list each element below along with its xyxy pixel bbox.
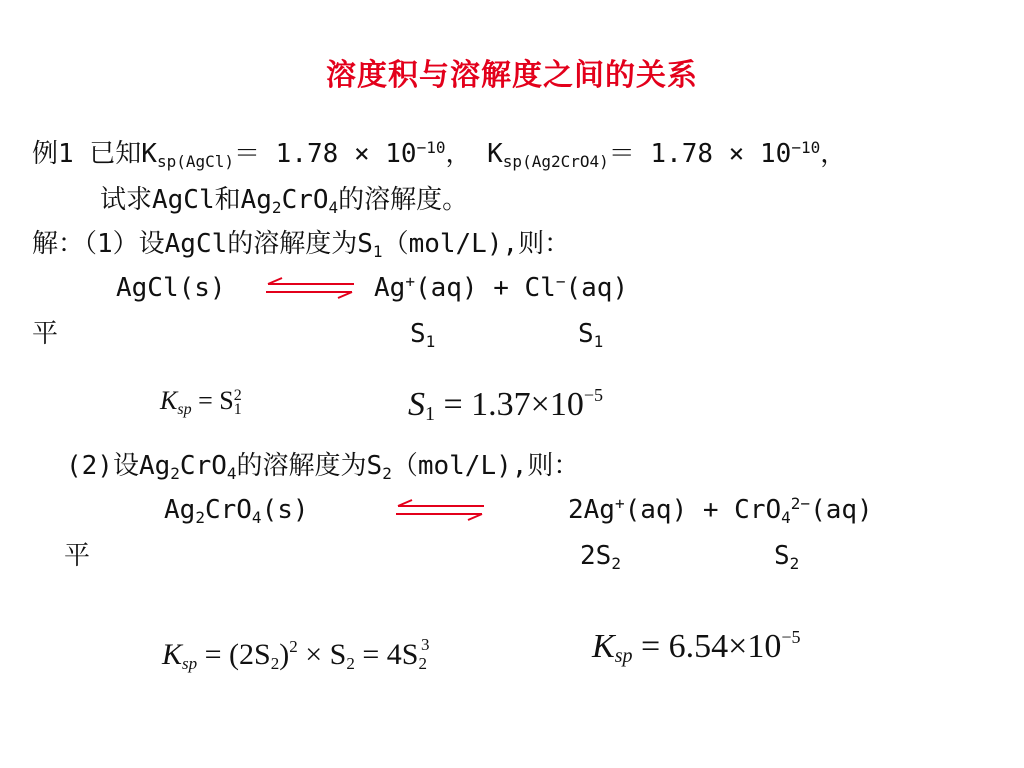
solution1-intro: 解：（1）设AgCl的溶解度为$S_1(mol/L)$,则： — [32, 229, 571, 261]
example-given-line: 例1 已知$K_{sp(AgCl)}= 1.78 \times 10^{-10}$， $K_{sp(Ag2CrO4)}= 1.78 \times 10^{-10}$， — [32, 138, 847, 171]
ksp-formula-2: $K_{sp} = (2S_2)^2 \times S_2 = 4S_2^3$ — [162, 635, 430, 673]
page-title: 溶度积与溶解度之间的关系 — [326, 58, 698, 93]
reaction2-reactant: $Ag_2CrO_4(s)$ — [164, 495, 309, 527]
reaction1-reactant: AgCl(s) — [116, 273, 226, 303]
equilibrium-s1-cl: $S_1$ — [578, 319, 604, 351]
equilibrium-label-2: 平 — [64, 541, 91, 571]
equilibrium-s1-ag: $S_1$ — [410, 319, 436, 351]
solution2-intro: (2)设$Ag_2CrO_4$的溶解度为$S_2(mol/L)$,则： — [66, 451, 580, 483]
example-label: 例1 已知K — [32, 139, 157, 169]
equilibrium-label-1: 平 — [32, 319, 59, 349]
reaction2-products: 2Ag+(aq) + CrO$_4^{2-}$(aq) — [568, 494, 873, 527]
reaction1-products: Ag+(aq) + Cl−(aq) — [374, 272, 629, 303]
ksp-result: $K_{sp} = 6.54\times 10^{-5}$ — [592, 627, 801, 667]
equilibrium-arrow-icon — [392, 498, 488, 522]
equilibrium-arrow-icon — [262, 276, 358, 300]
equilibrium-2s2-ag: $2S_2$ — [580, 541, 621, 573]
equilibrium-s2-cro4: $S_2$ — [774, 541, 800, 573]
example-question-line: 试求AgCl和$Ag_2CrO_4$的溶解度。 — [100, 185, 469, 217]
s1-result: $S_1 = 1.37\times 10^{-5}$ — [408, 385, 604, 425]
ksp-formula-1: $K_{sp} = S^2_1$ — [160, 386, 242, 418]
